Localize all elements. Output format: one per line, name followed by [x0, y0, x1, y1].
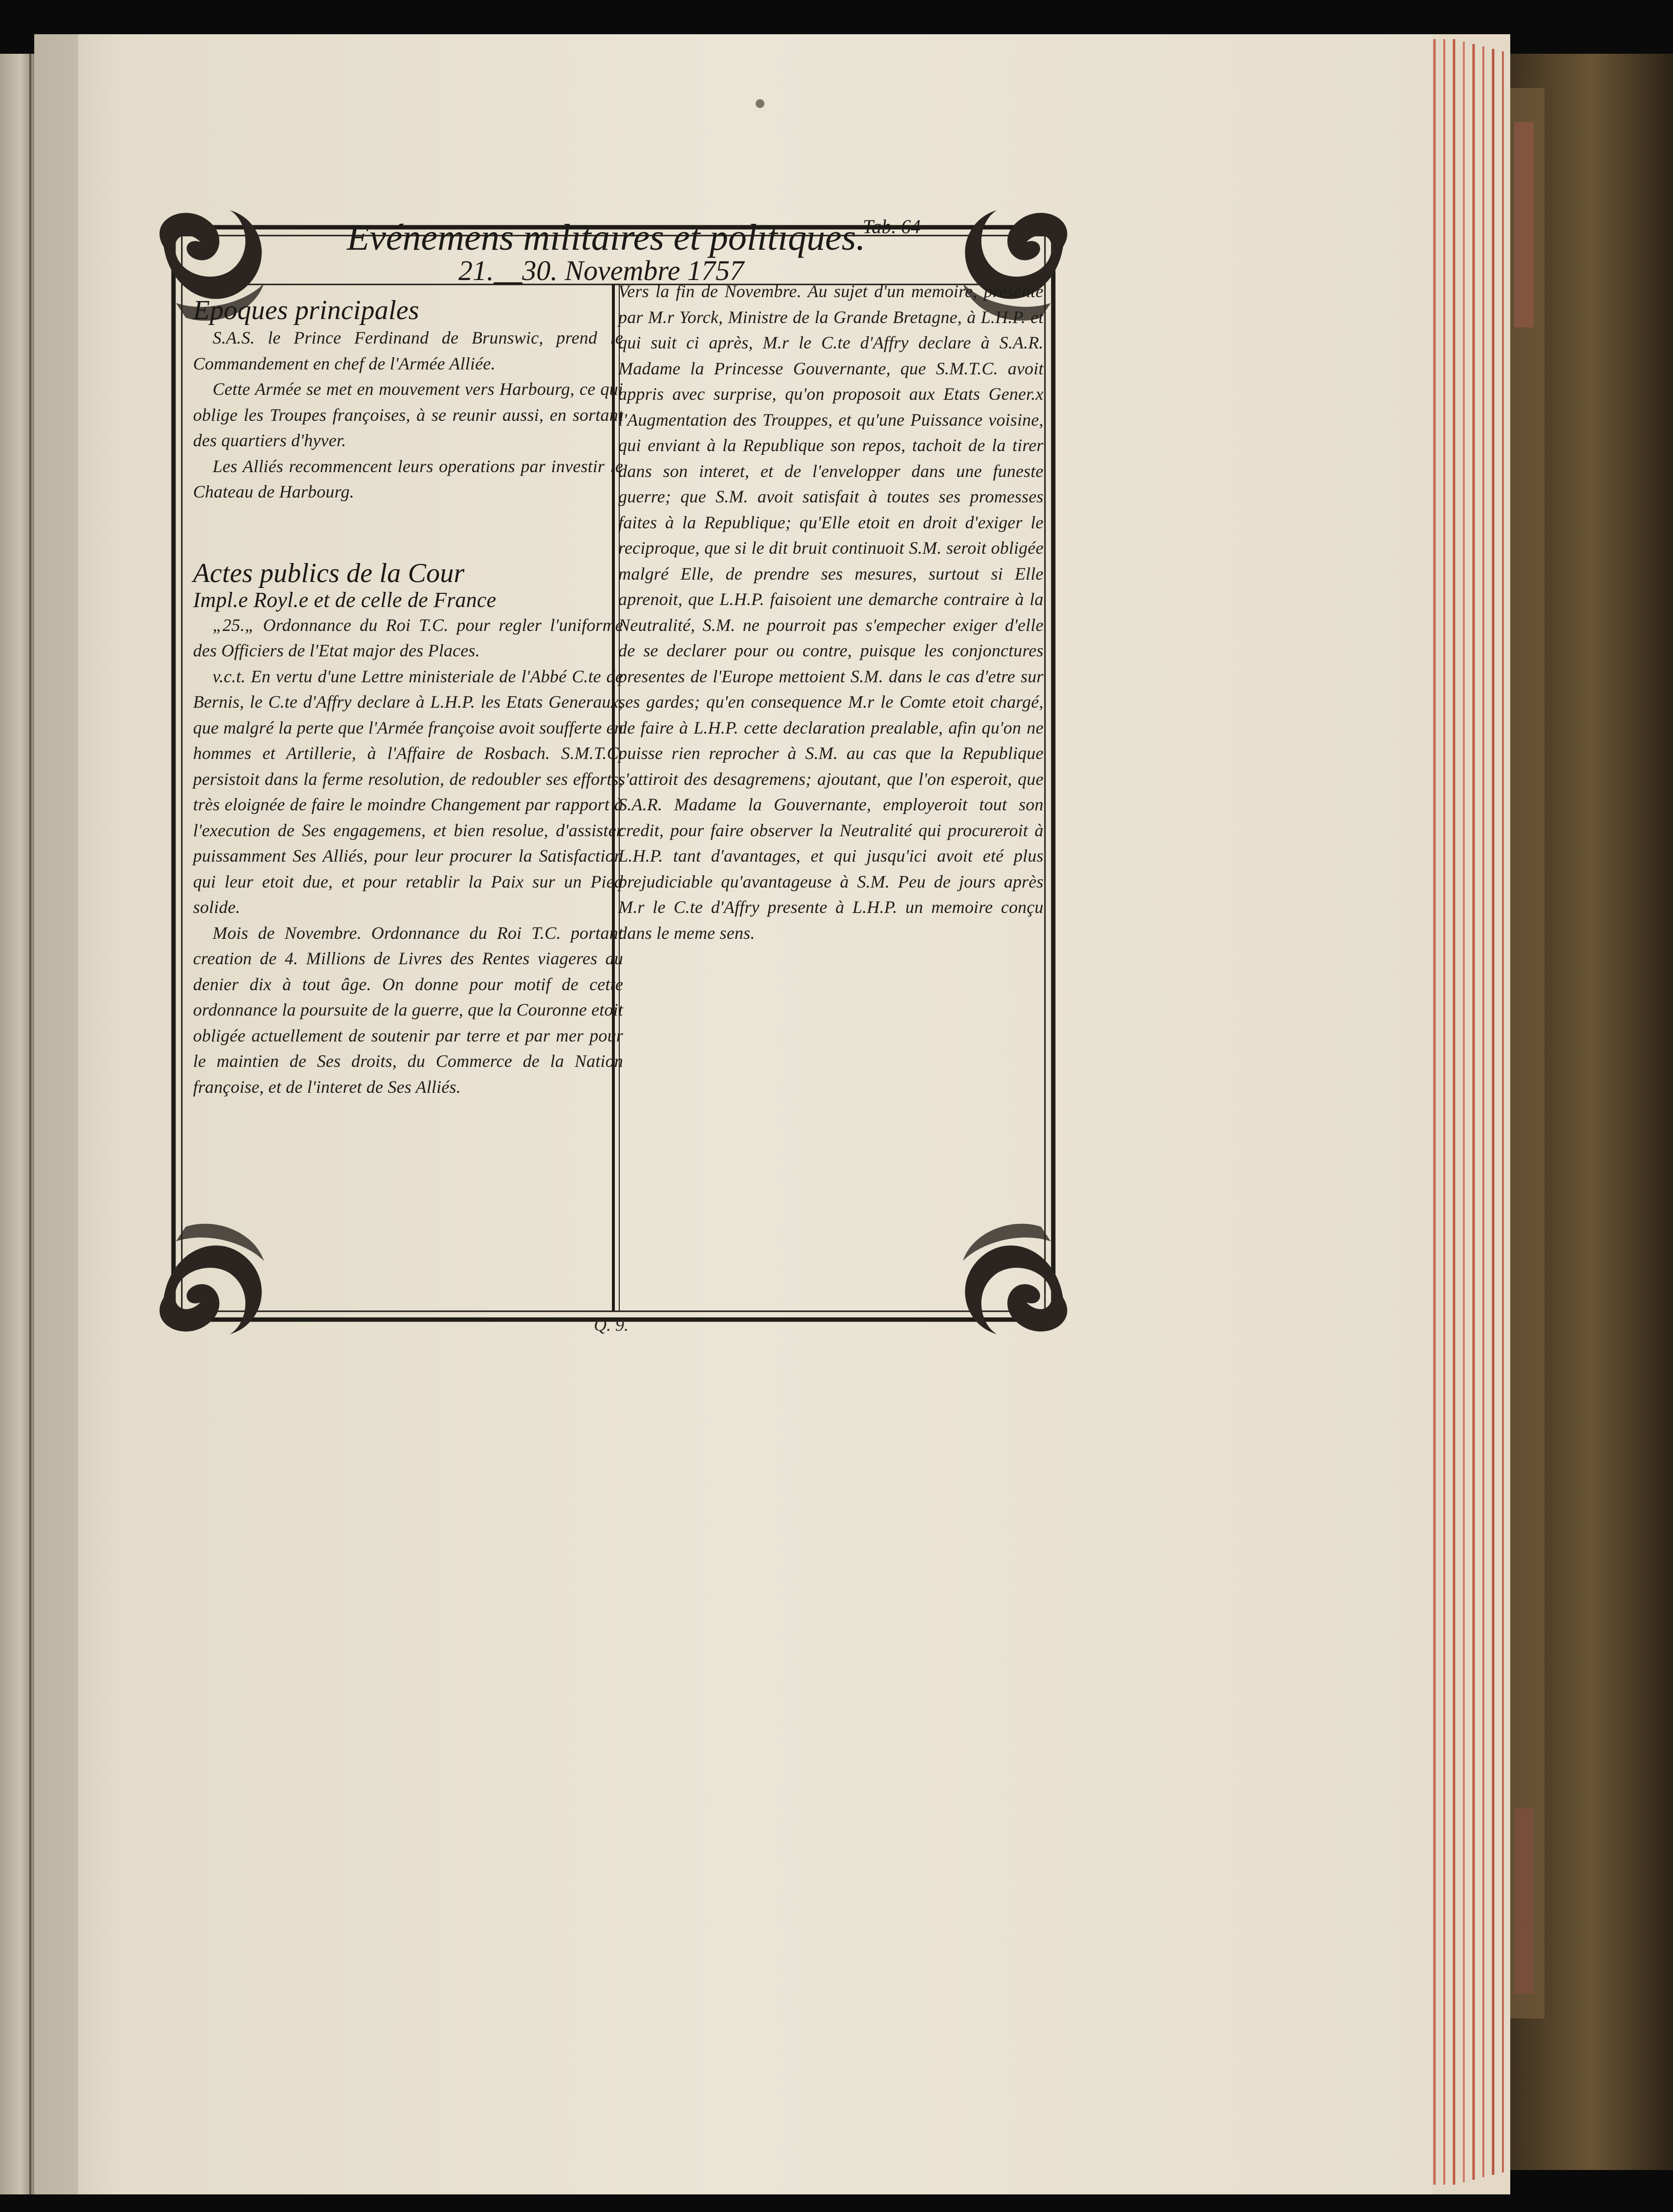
- paragraph: „25.„ Ordonnance du Roi T.C. pour regler l'uniforme des Officiers de l'Etat major des Places.: [193, 615, 623, 660]
- date-range: 21.__30. Novembre 1757: [458, 255, 744, 286]
- gathering-signature: Q. 9.: [594, 1315, 629, 1335]
- section-heading-epoques: Epoques principales: [193, 295, 419, 325]
- paragraph: v.c.t. En vertu d'une Lettre ministeriale de l'Abbé C.te de Bernis, le C.te d'Affry declare à L.H.P. les Etats Generaux, que malgré la perte que l'Armée françoise avoit soufferte en hommes et Artillerie, à l'Affaire de Rosbach. S.M.T.C. persistoit dans la ferme resolution, de redoubler ses efforts, très eloignée de faire le moindre Changement par rapport à l'execution de Ses engagemens, et bien resolue, d'assister puissamment Ses Alliés, pour leur procurer la Satisfaction qui leur etoit due, et pour retablir la Paix sur un Pied solide.: [193, 666, 623, 917]
- paragraph: S.A.S. le Prince Ferdinand de Brunswic, prend le Commandement en chef de l'Armée Alliée.: [193, 328, 623, 373]
- left-column: [193, 296, 623, 1100]
- paragraph: Vers la fin de Novembre. Au sujet d'un memoire, presenté par M.r Yorck, Ministre de la Grande Bretagne, à L.H.P. et qui suit ci après, M.r le C.te d'Affry declare à S.A.R. Madame la Princesse Gouvernante, que S.M.T.C. avoit appris avec surprise, qu'on proposoit aux Etats Gener.x l'Augmentation des Trouppes, et qu'une Puissance voisine, qui enviant à la Republique son repos, tachoit de la tirer dans son interet, et de l'envelopper dans une funeste guerre; que S.M. avoit satisfait à toutes ses promesses faites à la Republique; qu'Elle etoit en droit d'exiger le reciproque, que si le dit bruit continuoit S.M. seroit obligée malgré Elle, de prendre ses mesures, surtout si Elle aprenoit, que L.H.P. faisoient une demarche contraire à la Neutralité, S.M. ne pourroit pas s'empecher exiger d'elle de se declarer pour ou contre, puisque les conjonctures presentes de l'Europe mettoient S.M. dans le cas d'etre sur ses gardes; qu'en consequence M.r le Comte etoit chargé, de faire à L.H.P. cette declaration prealable, afin qu'on ne puisse rien reprocher à S.M. au cas que la Republique s'attiroit des desagremens; ajoutant, que l'on esperoit, que S.A.R. Madame la Gouvernante, employeroit tout son credit, pour faire observer la Neutralité qui procureroit à L.H.P. tant d'avantages, et qui jusqu'ici avoit eté plus prejudiciable qu'avantageuse à S.M. Peu de jours après M.r le C.te d'Affry presente à L.H.P. un memoire conçu dans le meme sens.: [618, 282, 1043, 943]
- tab-number: Tab. 64: [863, 216, 921, 238]
- paragraph: Mois de Novembre. Ordonnance du Roi T.C. portant creation de 4. Millions de Livres des Rentes viageres au denier dix à tout âge. On donne pour motif de cette ordonnance la poursuite de la guerre, que la Couronne etoit obligée actuellement de soutenir par terre et par mer pour le maintien de Ses droits, du Commerce de la Nation françoise, et de l'interet de Ses Alliés.: [193, 923, 623, 1097]
- paragraph: Les Alliés recommencent leurs operations par investir le Chateau de Harbourg.: [193, 456, 623, 501]
- spacer: [193, 505, 623, 559]
- page-title: Evénemens militaires et politiques.: [347, 217, 866, 258]
- section-heading-actes: Actes publics de la Cour: [193, 558, 465, 588]
- paragraph: Cette Armée se met en mouvement vers Harbourg, ce qui oblige les Troupes françoises, à se reunir aussi, en sortant des quartiers d'hyver.: [193, 379, 623, 450]
- right-column: [618, 279, 1043, 946]
- section-subheading: Impl.e Royl.e et de celle de France: [193, 587, 497, 612]
